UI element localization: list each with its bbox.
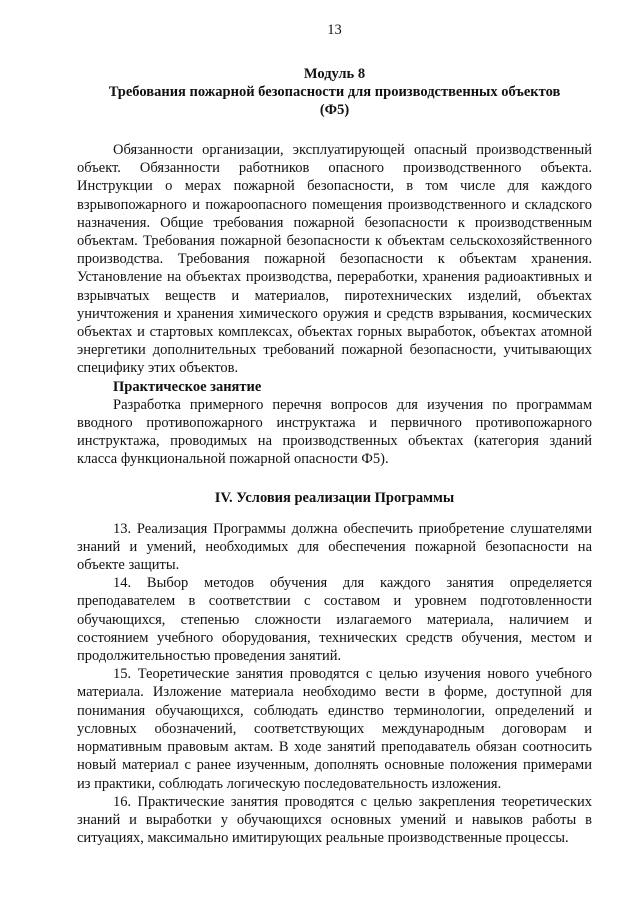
section-title: IV. Условия реализации Программы <box>214 489 455 506</box>
section-paragraph-13: 13. Реализация Программы должна обеспечить приобретение слушателями знаний и умений, необходимых для обеспечения пожарной безопасности на объекте защиты. <box>77 520 592 574</box>
section-paragraph-16: 16. Практические занятия проводятся с целью закрепления теоретических знаний и выработки у обучающихся основных умений и навыков работы в ситуациях, максимально имитирующих реальные производственные процессы. <box>77 793 592 847</box>
module-body-paragraph: Обязанности организации, эксплуатирующей опасный производственный объект. Обязанности работников опасного производственного объекта. Инструкции о мерах пожарной безопасности, в том числе для каждого взрывопожарного и пожароопасного помещения производственного и складского назначения. Общие требования пожарной безопасности к производственным объектам. Требования пожарной безопасности к объектам сельскохозяйственного производства. Требования пожарной безопасности к объектам хранения. Установление на объектах производства, переработки, хранения радиоактивных и взрывчатых веществ и материалов, пиротехнических изделий, объектах уничтожения и хранения химического оружия и средств взрывания, космических объектах и стартовых комплексах, объектах горных выработок, объектах атомной энергетики дополнительных требований пожарной безопасности, учитывающих специфику этих объектов. <box>77 142 592 377</box>
section-paragraph-15: 15. Теоретические занятия проводятся с целью изучения нового учебного материала. Изложение материала необходимо вести в форме, доступной для понимания обучающихся, соблюдать единство терминологии, определений и условных обозначений, соответствующих международным договорам и нормативным правовым актам. В ходе занятий преподаватель обязан соотносить новый материал с ранее изученным, дополнять основные положения примерами из практики, соблюдать логическую последовательность изложения. <box>77 666 592 792</box>
practical-body-paragraph: Разработка примерного перечня вопросов для изучения по программам вводного противопожарного инструктажа и первичного противопожарного инструктажа, проводимых на производственных объектах (категория зданий класса функциональной пожарной опасности Ф5). <box>77 396 592 468</box>
section-paragraph-14: 14. Выбор методов обучения для каждого занятия определяется преподавателем в соответствии с составом и уровнем подготовленности обучающихся, степенью сложности излагаемого материала, наличием и состоянием учебного оборудования, технических средств обучения, местом и продолжительностью проведения занятий. <box>77 575 592 665</box>
practical-heading: Практическое занятие <box>113 378 262 395</box>
module-subtitle: Требования пожарной безопасности для производственных объектов (Ф5) <box>108 84 561 118</box>
module-title: Модуль 8 <box>303 66 366 82</box>
page-number: 13 <box>327 22 342 38</box>
